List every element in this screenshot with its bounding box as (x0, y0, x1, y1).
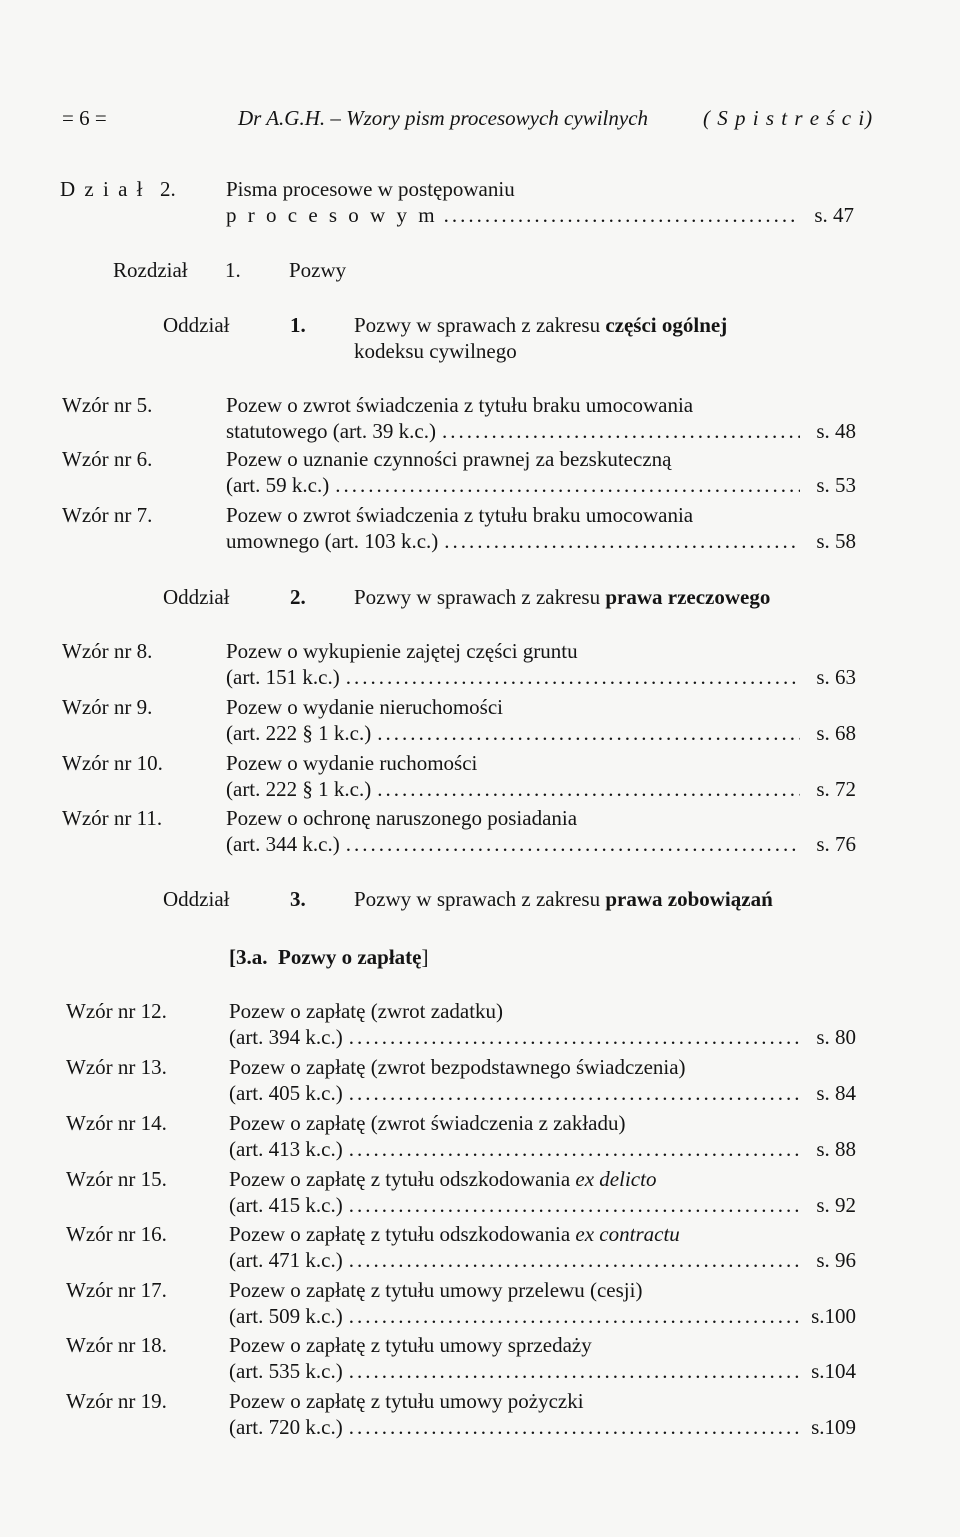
wzor-number: Wzór nr 18. (66, 1333, 167, 1357)
leader-dots (377, 776, 800, 802)
leader-dots (346, 664, 800, 690)
entry-title (229, 1054, 686, 1080)
wzor-number: Wzór nr 19. (66, 1389, 167, 1413)
entry-citation-line (229, 1136, 856, 1162)
entry-title-text: Pozew o zapłatę z tytułu umowy przelewu (cesji) (229, 1278, 643, 1302)
entry-title-text: Pozew o zapłatę z tytułu odszkodowania (229, 1167, 576, 1191)
entry-citation: (art. 222 § 1 k.c.) (226, 721, 372, 745)
entry-title (229, 1110, 625, 1136)
entry-citation: (art. 151 k.c.) (226, 665, 340, 689)
entry-citation-line (226, 776, 856, 802)
entry-citation-line (226, 831, 856, 857)
leader-dots (444, 528, 800, 554)
entry-title-text: Pozew o zwrot świadczenia z tytułu braku umocowania (226, 503, 694, 527)
entry-title (226, 392, 693, 418)
wzor-number: Wzór nr 10. (62, 751, 163, 775)
rozdzial-number: 1. (225, 258, 241, 282)
entry-citation-line (226, 528, 856, 554)
leader-dots (349, 1303, 800, 1329)
oddzial-title (354, 584, 770, 610)
entry-citation: (art. 405 k.c.) (229, 1081, 343, 1105)
wzor-number: Wzór nr 14. (66, 1111, 167, 1135)
page-number: = 6 = (62, 106, 107, 130)
subsection-title: Pozwy o zapłatę (278, 945, 422, 969)
entry-citation-line (229, 1247, 856, 1273)
entry-citation: (art. 535 k.c.) (229, 1359, 343, 1383)
entry-citation: (art. 509 k.c.) (229, 1304, 343, 1328)
oddzial-title-text: Pozwy w sprawach z zakresu (354, 313, 606, 337)
running-title: Dr A.G.H. – Wzory pism procesowych cywilnych (238, 106, 649, 130)
entry-title-text: Pozew o zapłatę (zwrot świadczenia z zakładu) (229, 1111, 626, 1135)
oddzial-title-line2: kodeksu cywilnego (354, 339, 517, 363)
entry-citation: (art. 222 § 1 k.c.) (226, 777, 372, 801)
entry-citation-line (229, 1303, 856, 1329)
entry-citation-line (229, 1024, 856, 1050)
page-reference: s. 84 (816, 1081, 856, 1105)
subsection-heading (229, 944, 428, 970)
entry-citation: (art. 415 k.c.) (229, 1193, 343, 1217)
entry-title (226, 805, 577, 831)
leader-dots (349, 1024, 800, 1050)
oddzial-title (354, 312, 727, 338)
oddzial-label: Oddział (163, 887, 230, 911)
page-reference: s.104 (811, 1359, 856, 1383)
oddzial-number: 1. (290, 313, 306, 337)
oddzial-title-text: Pozwy w sprawach z zakresu (354, 585, 606, 609)
page-reference: s. 72 (816, 777, 856, 801)
entry-citation: (art. 344 k.c.) (226, 832, 340, 856)
entry-citation: umownego (art. 103 k.c.) (226, 529, 439, 553)
running-section: ( S p i s t r e ś c i) (703, 106, 874, 130)
wzor-number: Wzór nr 5. (62, 393, 153, 417)
leader-dots (444, 202, 798, 228)
entry-citation: (art. 394 k.c.) (229, 1025, 343, 1049)
oddzial-number: 3. (290, 887, 306, 911)
entry-title (226, 638, 578, 664)
rozdzial-label: Rozdział (113, 258, 188, 282)
oddzial-title-emphasis: części ogólnej (605, 313, 728, 337)
dzial-label: D z i a ł (60, 177, 145, 201)
subsection-number: [3.a. (229, 945, 268, 969)
page-reference: s. 96 (816, 1248, 856, 1272)
entry-title-text: Pozew o zapłatę (zwrot bezpodstawnego świadczenia) (229, 1055, 686, 1079)
entry-title-text: Pozew o zwrot świadczenia z tytułu braku umocowania (226, 393, 694, 417)
oddzial-title-text: Pozwy w sprawach z zakresu (354, 887, 606, 911)
page-reference: s. 48 (816, 419, 856, 443)
oddzial-title-emphasis: prawa zobowiązań (605, 887, 773, 911)
leader-dots (349, 1358, 800, 1384)
page-reference: s. 47 (814, 203, 854, 227)
entry-title-italic: ex delicto (575, 1167, 657, 1191)
leader-dots (349, 1136, 800, 1162)
entry-citation-line (229, 1192, 856, 1218)
entry-title-text: Pozew o zapłatę (zwrot zadatku) (229, 999, 504, 1023)
wzor-number: Wzór nr 8. (62, 639, 153, 663)
entry-title (229, 1277, 642, 1303)
dzial-number: 2. (160, 177, 176, 201)
leader-dots (349, 1247, 800, 1273)
entry-title-text: Pozew o wydanie nieruchomości (226, 695, 504, 719)
oddzial-label: Oddział (163, 585, 230, 609)
entry-title (229, 998, 503, 1024)
entry-citation: (art. 413 k.c.) (229, 1137, 343, 1161)
entry-title-text: Pozew o zapłatę z tytułu odszkodowania (229, 1222, 576, 1246)
wzor-number: Wzór nr 6. (62, 447, 153, 471)
rozdzial-title: Pozwy (289, 258, 347, 282)
page-reference: s.109 (811, 1415, 856, 1439)
page-reference: s.100 (811, 1304, 856, 1328)
wzor-number: Wzór nr 7. (62, 503, 153, 527)
page-reference: s. 88 (816, 1137, 856, 1161)
page-reference: s. 76 (816, 832, 856, 856)
wzor-number: Wzór nr 16. (66, 1222, 167, 1246)
entry-title-text: Pozew o zapłatę z tytułu umowy pożyczki (229, 1389, 584, 1413)
subsection-bracket: ] (421, 945, 429, 969)
wzor-number: Wzór nr 17. (66, 1278, 167, 1302)
oddzial-title-emphasis: prawa rzeczowego (605, 585, 771, 609)
leader-dots (377, 720, 800, 746)
page-reference: s. 92 (816, 1193, 856, 1217)
entry-title (226, 694, 503, 720)
oddzial-label: Oddział (163, 313, 230, 337)
leader-dots (349, 1080, 800, 1106)
entry-title-text: Pozew o wykupienie zajętej części gruntu (226, 639, 578, 663)
entry-title (229, 1221, 680, 1247)
oddzial-number: 2. (290, 585, 306, 609)
entry-citation-line (229, 1358, 856, 1384)
entry-title-text: Pozew o ochronę naruszonego posiadania (226, 806, 578, 830)
page-reference: s. 80 (816, 1025, 856, 1049)
entry-citation-line (226, 472, 856, 498)
entry-title-italic: ex contractu (575, 1222, 680, 1246)
dzial-title: Pisma procesowe w postępowaniu (226, 177, 515, 201)
entry-citation: (art. 59 k.c.) (226, 473, 330, 497)
entry-citation-line (226, 720, 856, 746)
page-reference: s. 63 (816, 665, 856, 689)
page-reference: s. 68 (816, 721, 856, 745)
page-reference: s. 53 (816, 473, 856, 497)
wzor-number: Wzór nr 12. (66, 999, 167, 1023)
leader-dots (349, 1414, 800, 1440)
oddzial-title (354, 886, 773, 912)
page-reference: s. 58 (816, 529, 856, 553)
entry-citation: statutowego (art. 39 k.c.) (226, 419, 436, 443)
entry-title (229, 1332, 592, 1358)
entry-title-text: Pozew o wydanie ruchomości (226, 751, 478, 775)
wzor-number: Wzór nr 13. (66, 1055, 167, 1079)
entry-citation: (art. 471 k.c.) (229, 1248, 343, 1272)
leader-dots (442, 418, 800, 444)
dzial-title-continued: p r o c e s o w y m (226, 203, 438, 227)
leader-dots (349, 1192, 800, 1218)
entry-citation-line (229, 1414, 856, 1440)
leader-dots (346, 831, 800, 857)
entry-title (226, 750, 477, 776)
entry-citation-line (226, 418, 856, 444)
entry-citation: (art. 720 k.c.) (229, 1415, 343, 1439)
entry-citation-line (226, 664, 856, 690)
dzial-title-line2 (226, 202, 854, 228)
entry-citation-line (229, 1080, 856, 1106)
wzor-number: Wzór nr 9. (62, 695, 153, 719)
entry-title (229, 1166, 656, 1192)
entry-title (226, 446, 671, 472)
wzor-number: Wzór nr 15. (66, 1167, 167, 1191)
entry-title (229, 1388, 584, 1414)
entry-title (226, 502, 693, 528)
wzor-number: Wzór nr 11. (62, 806, 163, 830)
entry-title-text: Pozew o uznanie czynności prawnej za bezskuteczną (226, 447, 672, 471)
entry-title-text: Pozew o zapłatę z tytułu umowy sprzedaży (229, 1333, 592, 1357)
leader-dots (335, 472, 800, 498)
